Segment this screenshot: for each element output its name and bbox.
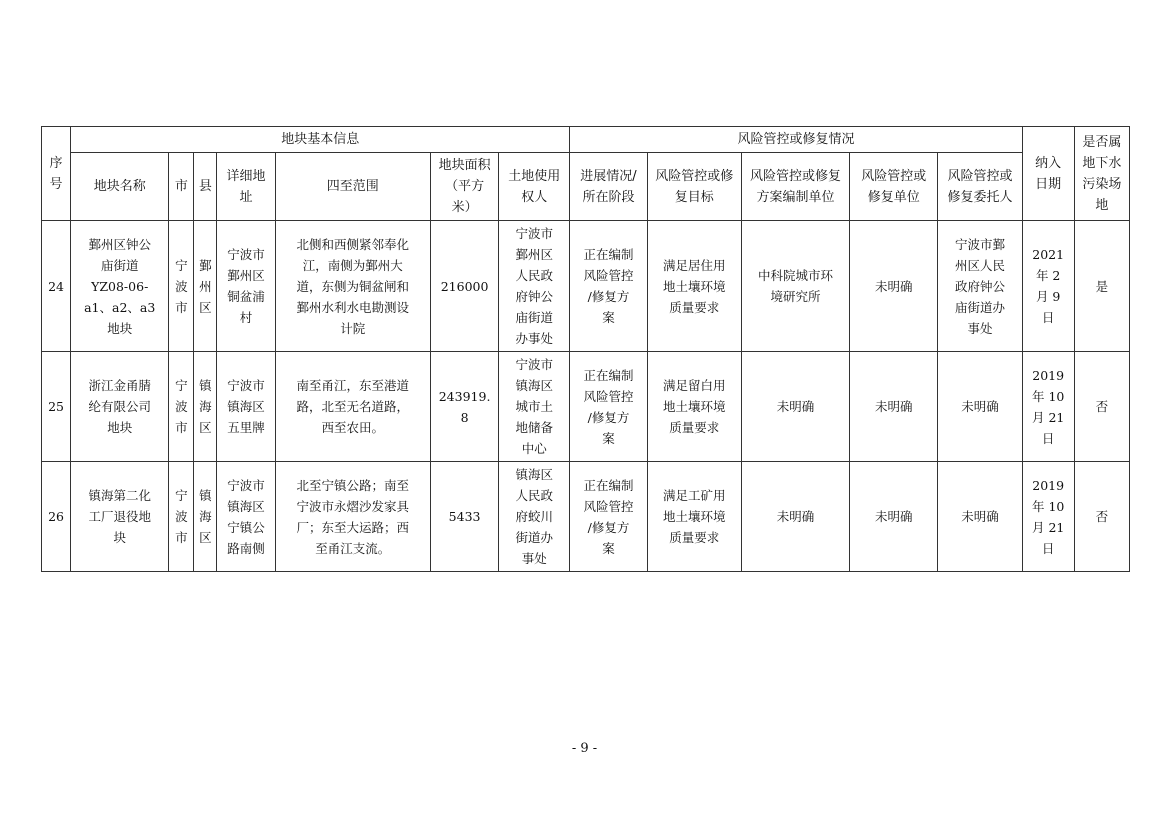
header-risk-control: 风险管控或修复情况 xyxy=(570,127,1022,153)
header-client: 风险管控或 修复委托人 xyxy=(938,153,1022,221)
cell-county: 鄞 州 区 xyxy=(194,221,217,352)
header-repair-unit: 风险管控或 修复单位 xyxy=(850,153,938,221)
cell-boundary: 南至甬江，东至港道 路，北至无名道路， 西至农田。 xyxy=(275,352,430,462)
cell-date: 2019 年 10 月 21 日 xyxy=(1022,352,1074,462)
cell-city: 宁 波 市 xyxy=(169,352,194,462)
cell-area: 216000 xyxy=(431,221,499,352)
header-county: 县 xyxy=(194,153,217,221)
header-seq: 序 号 xyxy=(42,127,71,221)
header-basic-info: 地块基本信息 xyxy=(71,127,570,153)
header-plan-unit: 风险管控或修复 方案编制单位 xyxy=(741,153,849,221)
cell-city: 宁 波 市 xyxy=(169,462,194,572)
cell-repair-unit: 未明确 xyxy=(850,221,938,352)
cell-owner: 镇海区 人民政 府蛟川 街道办 事处 xyxy=(499,462,570,572)
cell-seq: 26 xyxy=(42,462,71,572)
page-number: - 9 - xyxy=(571,741,598,756)
header-area: 地块面积 （平方 米） xyxy=(431,153,499,221)
contaminated-site-table xyxy=(41,126,1130,572)
cell-goal: 满足居住用 地土壤环境 质量要求 xyxy=(647,221,741,352)
cell-owner: 宁波市 镇海区 城市土 地储备 中心 xyxy=(499,352,570,462)
cell-address: 宁波市 鄞州区 铜盆浦 村 xyxy=(217,221,275,352)
cell-groundwater: 否 xyxy=(1074,352,1129,462)
cell-client: 宁波市鄞 州区人民 政府钟公 庙街道办 事处 xyxy=(938,221,1022,352)
table-row xyxy=(42,352,1130,462)
cell-progress: 正在编制 风险管控 /修复方 案 xyxy=(570,352,647,462)
header-groundwater: 是否属 地下水 污染场 地 xyxy=(1074,127,1129,221)
cell-county: 镇 海 区 xyxy=(194,462,217,572)
header-goal: 风险管控或修 复目标 xyxy=(647,153,741,221)
cell-goal: 满足留白用 地土壤环境 质量要求 xyxy=(647,352,741,462)
cell-seq: 25 xyxy=(42,352,71,462)
cell-plan-unit: 未明确 xyxy=(741,352,849,462)
cell-name: 鄞州区钟公 庙街道 YZ08-06- a1、a2、a3 地块 xyxy=(71,221,169,352)
cell-date: 2019 年 10 月 21 日 xyxy=(1022,462,1074,572)
cell-goal: 满足工矿用 地土壤环境 质量要求 xyxy=(647,462,741,572)
cell-repair-unit: 未明确 xyxy=(850,352,938,462)
cell-groundwater: 是 xyxy=(1074,221,1129,352)
cell-county: 镇 海 区 xyxy=(194,352,217,462)
cell-city: 宁 波 市 xyxy=(169,221,194,352)
cell-repair-unit: 未明确 xyxy=(850,462,938,572)
cell-groundwater: 否 xyxy=(1074,462,1129,572)
cell-plan-unit: 中科院城市环 境研究所 xyxy=(741,221,849,352)
header-name: 地块名称 xyxy=(71,153,169,221)
cell-address: 宁波市 镇海区 五里牌 xyxy=(217,352,275,462)
cell-boundary: 北侧和西侧紧邻奉化 江，南侧为鄞州大 道，东侧为铜盆闸和 鄞州水利水电勘测设 计院 xyxy=(275,221,430,352)
cell-area: 243919. 8 xyxy=(431,352,499,462)
cell-name: 镇海第二化 工厂退役地 块 xyxy=(71,462,169,572)
header-boundary: 四至范围 xyxy=(275,153,430,221)
cell-progress: 正在编制 风险管控 /修复方 案 xyxy=(570,221,647,352)
cell-plan-unit: 未明确 xyxy=(741,462,849,572)
cell-address: 宁波市 镇海区 宁镇公 路南侧 xyxy=(217,462,275,572)
cell-boundary: 北至宁镇公路；南至 宁波市永熠沙发家具 厂；东至大运路；西 至甬江支流。 xyxy=(275,462,430,572)
header-progress: 进展情况/ 所在阶段 xyxy=(570,153,647,221)
header-inclusion-date: 纳入 日期 xyxy=(1022,127,1074,221)
cell-name: 浙江金甬腈 纶有限公司 地块 xyxy=(71,352,169,462)
cell-owner: 宁波市 鄞州区 人民政 府钟公 庙街道 办事处 xyxy=(499,221,570,352)
cell-progress: 正在编制 风险管控 /修复方 案 xyxy=(570,462,647,572)
header-owner: 土地使用 权人 xyxy=(499,153,570,221)
table-row xyxy=(42,462,1130,572)
cell-date: 2021 年 2 月 9 日 xyxy=(1022,221,1074,352)
cell-client: 未明确 xyxy=(938,352,1022,462)
cell-area: 5433 xyxy=(431,462,499,572)
header-city: 市 xyxy=(169,153,194,221)
cell-client: 未明确 xyxy=(938,462,1022,572)
table-row xyxy=(42,221,1130,352)
header-address: 详细地 址 xyxy=(217,153,275,221)
cell-seq: 24 xyxy=(42,221,71,352)
